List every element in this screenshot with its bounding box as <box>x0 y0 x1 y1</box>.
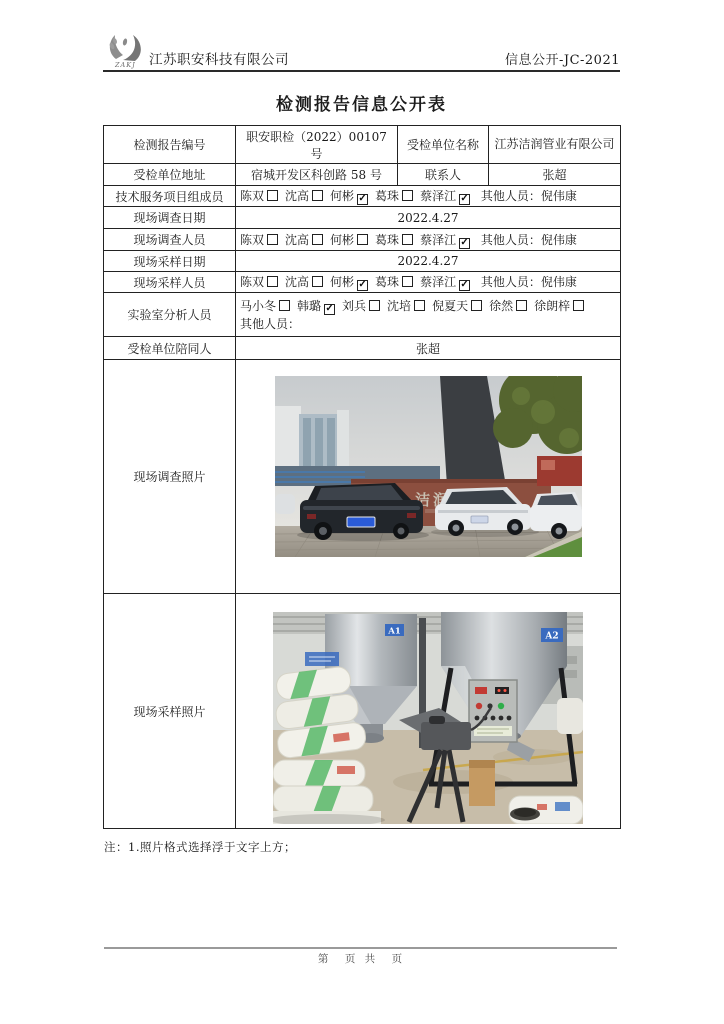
person-name: 何彬 <box>330 275 355 289</box>
person-option <box>285 189 323 203</box>
person-name: 马小冬 <box>240 299 277 313</box>
person-name: 葛珠 <box>375 232 400 247</box>
company-name: 江苏职安科技有限公司 <box>149 52 289 68</box>
person-option <box>432 299 482 313</box>
tank-a2-label: A2 <box>545 631 559 642</box>
person-option <box>240 299 290 313</box>
table-row <box>104 293 621 337</box>
doc-code: 信息公开-JC-2021 <box>504 53 620 68</box>
lab-staff-label: 实验室分析人员 <box>104 293 236 337</box>
person-option <box>375 189 413 203</box>
checkbox-unchecked[interactable] <box>279 300 290 311</box>
checkbox-unchecked[interactable] <box>414 300 425 311</box>
checkbox-checked[interactable]: ✓ <box>460 193 469 204</box>
person-name: 何彬 <box>330 189 355 203</box>
contact-label: 联系人 <box>398 164 489 186</box>
tank-a1-label: A1 <box>388 626 401 637</box>
person-name: 陈双 <box>240 189 265 203</box>
person-option <box>240 189 278 203</box>
person-option <box>489 299 527 313</box>
logo-text: ZAKJ <box>115 61 136 69</box>
report-no-label: 检测报告编号 <box>104 126 236 164</box>
footer-divider <box>104 947 617 949</box>
person-option <box>330 233 368 247</box>
page-header <box>103 28 620 72</box>
person-name: 何彬 <box>330 232 355 247</box>
sampling-staff-cell <box>236 272 621 293</box>
person-name: 沈高 <box>285 232 310 247</box>
person-option <box>375 233 413 247</box>
person-name: 蔡泽江 <box>420 275 457 289</box>
others-label: 其他人员： <box>480 189 541 203</box>
checkbox-unchecked[interactable] <box>312 190 323 201</box>
person-name: 徐然 <box>489 299 514 313</box>
person-option <box>342 299 380 313</box>
sampling-date-value: 2022.4.27 <box>236 251 621 272</box>
team-checklist <box>240 189 477 203</box>
checkbox-checked[interactable]: ✓ <box>325 303 334 314</box>
person-option <box>420 233 470 247</box>
checkbox-unchecked[interactable] <box>402 234 413 245</box>
others-label: 其他人员： <box>480 275 541 289</box>
person-name: 刘兵 <box>342 299 367 313</box>
others-label: 其他人员： <box>480 232 541 247</box>
page-title: 检测报告信息公开表 <box>276 95 447 115</box>
table-row <box>104 186 621 207</box>
team-label: 技术服务项目组成员 <box>104 186 236 207</box>
survey-staff-label: 现场调查人员 <box>104 229 236 251</box>
person-name: 陈双 <box>240 275 265 289</box>
others-label: 其他人员： <box>240 317 301 331</box>
person-name: 沈高 <box>285 275 310 289</box>
table-row <box>104 337 621 360</box>
sampling-photo-label: 现场采样照片 <box>104 594 236 829</box>
person-name: 葛珠 <box>375 189 400 203</box>
person-option <box>285 233 323 247</box>
team-others-value: 倪伟康 <box>540 189 577 203</box>
checkbox-unchecked[interactable] <box>471 300 482 311</box>
checkbox-unchecked[interactable] <box>312 276 323 287</box>
person-option <box>285 275 323 289</box>
table-row <box>104 272 621 293</box>
survey-photo-label: 现场调查照片 <box>104 360 236 594</box>
report-no-value: 职安职检（2022）00107 号 <box>236 126 398 164</box>
person-option <box>420 275 470 289</box>
sampling-photo-cell <box>236 594 621 829</box>
survey-photo-image <box>275 376 582 557</box>
checkbox-unchecked[interactable] <box>516 300 527 311</box>
unit-name-label: 受检单位名称 <box>398 126 489 164</box>
lab-checklist <box>240 297 616 315</box>
table-row <box>104 594 621 829</box>
person-option <box>330 189 368 203</box>
person-option <box>387 299 425 313</box>
sampling-others-value: 倪伟康 <box>540 275 577 289</box>
team-members-cell <box>236 186 621 207</box>
unit-addr-value: 宿城开发区科创路 58 号 <box>236 164 398 186</box>
survey-checklist <box>240 233 477 247</box>
lab-staff-cell <box>236 293 621 337</box>
sampling-staff-label: 现场采样人员 <box>104 272 236 293</box>
person-name: 蔡泽江 <box>420 232 457 247</box>
companion-label: 受检单位陪同人 <box>104 337 236 360</box>
table-row <box>104 229 621 251</box>
survey-date-value: 2022.4.27 <box>236 207 621 229</box>
report-form-table <box>103 125 621 829</box>
table-row <box>104 164 621 186</box>
checkbox-unchecked[interactable] <box>267 276 278 287</box>
person-option <box>420 189 470 203</box>
person-name: 陈双 <box>240 232 265 247</box>
person-option <box>375 275 413 289</box>
table-row <box>104 126 621 164</box>
person-name: 徐朗梓 <box>534 299 571 313</box>
person-option <box>330 275 368 289</box>
checkbox-unchecked[interactable] <box>267 190 278 201</box>
person-option <box>297 299 335 313</box>
sampling-checklist <box>240 275 477 289</box>
table-row <box>104 251 621 272</box>
survey-photo-cell <box>236 360 621 594</box>
person-option <box>240 233 278 247</box>
table-row <box>104 207 621 229</box>
checkbox-checked[interactable]: ✓ <box>460 279 469 290</box>
contact-value: 张超 <box>489 164 621 186</box>
page-number-text: 第 页 共 页 <box>317 953 406 965</box>
company-logo-icon <box>103 32 145 70</box>
survey-others-value: 倪伟康 <box>540 232 577 247</box>
checkbox-checked[interactable]: ✓ <box>358 193 367 204</box>
footnote: 注：1.照片格式选择浮于文字上方； <box>104 840 296 854</box>
checkbox-unchecked[interactable] <box>357 234 368 245</box>
checkbox-unchecked[interactable] <box>369 300 380 311</box>
person-name: 蔡泽江 <box>420 189 457 203</box>
person-name: 葛珠 <box>375 275 400 289</box>
unit-name-value: 江苏洁润管业有限公司 <box>489 126 621 164</box>
person-name: 倪夏天 <box>432 299 469 313</box>
person-name: 韩璐 <box>297 299 322 313</box>
sampling-date-label: 现场采样日期 <box>104 251 236 272</box>
table-row <box>104 360 621 594</box>
unit-addr-label: 受检单位地址 <box>104 164 236 186</box>
person-option <box>240 275 278 289</box>
checkbox-unchecked[interactable] <box>402 190 413 201</box>
survey-staff-cell <box>236 229 621 251</box>
survey-date-label: 现场调查日期 <box>104 207 236 229</box>
checkbox-checked[interactable]: ✓ <box>358 279 367 290</box>
person-name: 沈培 <box>387 299 412 313</box>
sampling-photo-image <box>273 612 583 824</box>
brand-block <box>103 32 289 70</box>
checkbox-unchecked[interactable] <box>573 300 584 311</box>
companion-value: 张超 <box>236 337 621 360</box>
control-panel <box>469 680 517 742</box>
person-option <box>534 299 584 313</box>
checkbox-checked[interactable]: ✓ <box>460 236 469 248</box>
checkbox-unchecked[interactable] <box>312 234 323 245</box>
person-name: 沈高 <box>285 189 310 203</box>
checkbox-unchecked[interactable] <box>267 234 278 245</box>
checkbox-unchecked[interactable] <box>402 276 413 287</box>
